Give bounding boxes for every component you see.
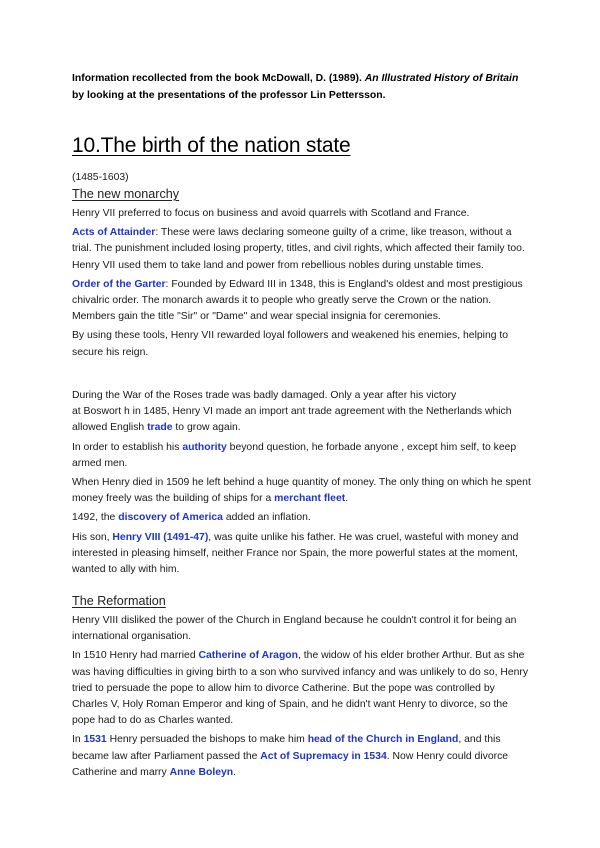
paragraph-text: to grow again. [172, 422, 241, 434]
term-catherine-of-aragon: Catherine of Aragon [198, 650, 298, 662]
source-note [72, 70, 532, 104]
term-acts-of-attainder: Acts of Attainder [72, 227, 156, 239]
paragraph-text: In [72, 734, 84, 746]
paragraph: Henry VIII disliked the power of the Church in England because he couldn't control it for being an international organisation. [72, 615, 517, 643]
paragraph-text: When Henry died in 1509 he left behind a huge quantity of money. The only thing on which he spent money freely was the building of ships for a [72, 477, 531, 505]
section-trade [72, 388, 532, 581]
term-head-of-church: head of the Church in England [307, 734, 459, 746]
paragraph-text: beyond question, he forbade anyone , except him self, to keep armed men. [72, 441, 517, 469]
term-merchant-fleet: merchant fleet [274, 493, 346, 505]
term-order-of-the-garter: Order of the Garter [72, 278, 166, 290]
chapter-title: 10.The birth of the nation state [72, 134, 351, 157]
paragraph-text: : These were laws declaring someone guilty of a crime, like treason, without a trial. The punishment included losing property, titles, and civil rights, which affected their family too. Henry VII used them to take land and power from rebellious nobles during unstable times. [72, 227, 525, 271]
paragraph-text: . Now Henry could divorce Catherine and marry [72, 750, 509, 778]
source-note-suffix: by looking at the presentations of the professor Lin Pettersson. [72, 90, 386, 101]
paragraph: During the War of the Roses trade was badly damaged. Only a year after his victory [72, 390, 457, 401]
paragraph [72, 277, 532, 326]
section-reformation [72, 613, 532, 784]
paragraph [72, 732, 532, 781]
paragraph: Henry VII preferred to focus on business and avoid quarrels with Scotland and France. [72, 208, 470, 219]
term-henry-viii: Henry VIII (1491-47) [112, 531, 209, 543]
paragraph [72, 440, 532, 472]
source-note-prefix: Information recollected from the book McDowall, D. (1989). [72, 73, 365, 84]
paragraph [72, 404, 532, 436]
book-title: An Illustrated History of Britain [364, 73, 519, 84]
paragraph-text: . [233, 766, 237, 778]
term-discovery-of-america: discovery of America [118, 512, 223, 524]
paragraph-text: In order to establish his [72, 441, 183, 453]
paragraph-text: Henry persuaded the bishops to make him [106, 734, 308, 746]
paragraph [72, 510, 532, 526]
paragraph-text: . [345, 493, 349, 505]
term-1531: 1531 [83, 734, 107, 746]
chapter-dates: (1485-1603) [72, 172, 129, 183]
paragraph-text: In 1510 Henry had married [72, 650, 199, 662]
paragraph-text: at Boswort h in 1485, Henry VI made an import ant trade agreement with the Netherlands which allowed English [72, 406, 512, 434]
paragraph-text: 1492, the [72, 512, 119, 524]
paragraph [72, 225, 532, 274]
paragraph [72, 648, 532, 729]
paragraph-text: added an inflation. [222, 512, 311, 524]
paragraph-text: , was quite unlike his father. He was cruel, wasteful with money and interested in pleasing himself, neither France nor Spain, the more powerful states at the moment, wanted to ally with him. [72, 531, 519, 576]
term-authority: authority [182, 441, 227, 453]
section-heading-reformation: The Reformation [72, 594, 166, 608]
paragraph-text: , the widow of his elder brother Arthur. But as she was having difficulties in giving birth to a son who survived infancy and was unlikely to do so, Henry tried to persuade the pope to allow him to divorce Catherine. But the pope was controlled by Charles V, Holy Roman Emperor and king of Spain, and he didn't want Henry to divorce, so the pope had to do as Charles wanted. [72, 650, 529, 727]
section-new-monarchy [72, 206, 532, 364]
term-trade: trade [147, 422, 173, 434]
paragraph-text: , and this became law after Parliament passed the [72, 734, 501, 762]
term-act-of-supremacy: Act of Supremacy in 1534 [260, 750, 387, 762]
paragraph: By using these tools, Henry VII rewarded loyal followers and weakened his enemies, helping to secure his reign. [72, 330, 509, 358]
section-heading-new-monarchy: The new monarchy [72, 187, 180, 201]
paragraph-text: : Founded by Edward III in 1348, this is England's oldest and most prestigious chivalric order. The monarch awards it to people who greatly serve the Crown or the nation. Members gain the title "Sir" or "Dame" and wear special insignia for ceremonies. [72, 278, 523, 323]
paragraph-text: His son, [72, 531, 113, 543]
term-anne-boleyn: Anne Boleyn [169, 766, 234, 778]
paragraph [72, 530, 532, 579]
paragraph [72, 475, 532, 507]
